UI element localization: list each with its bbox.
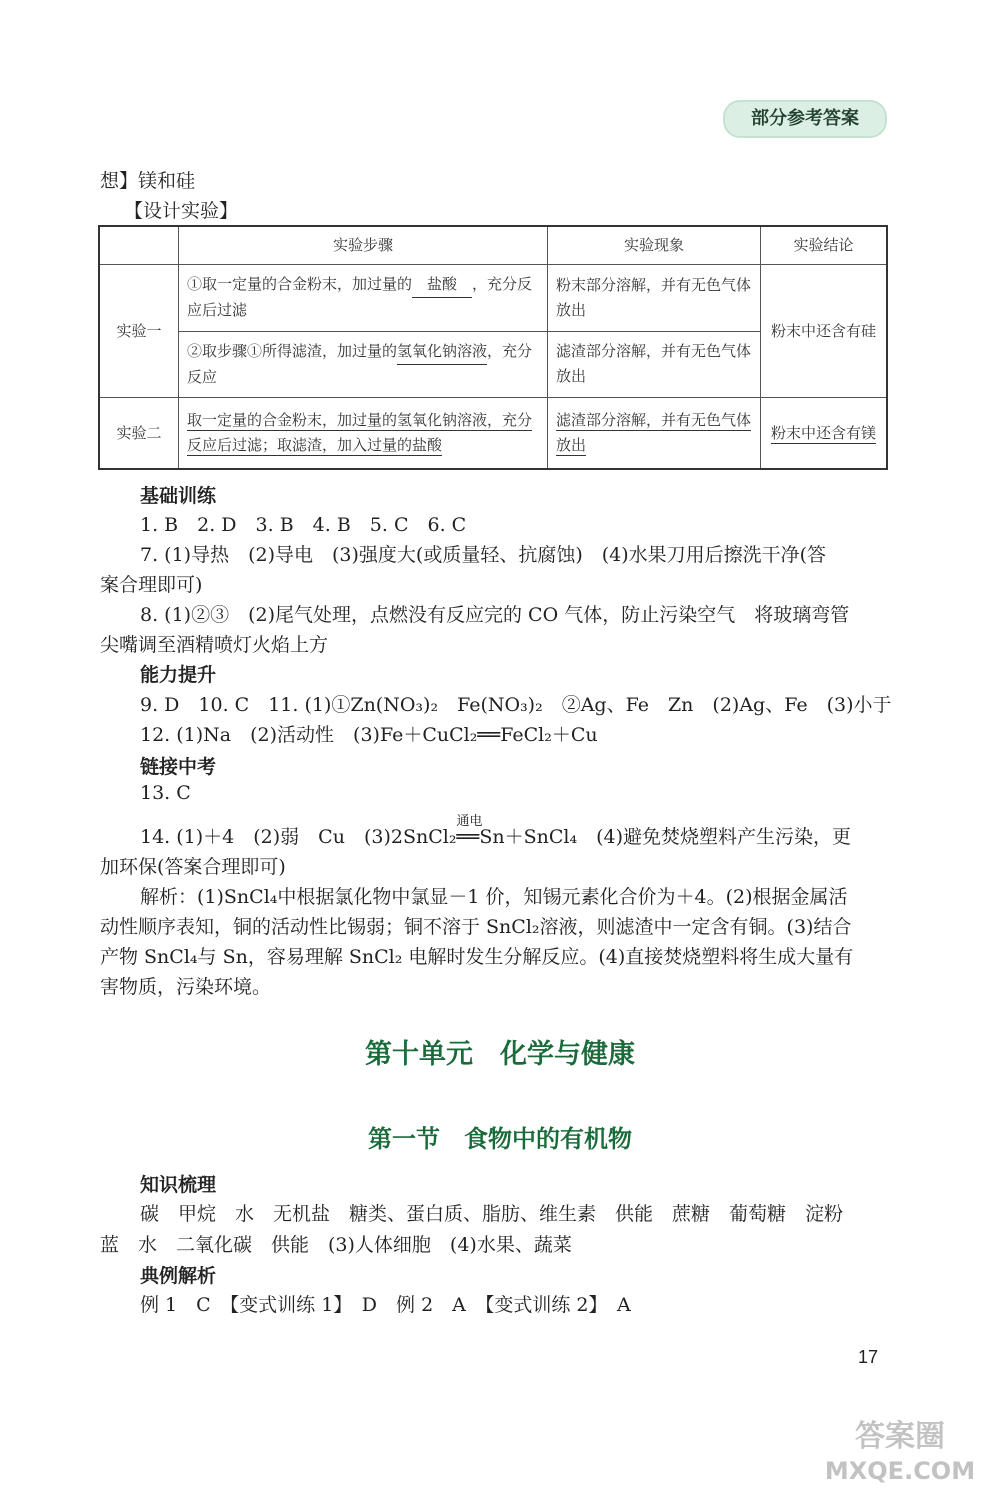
section-heading-knowledge: 知识梳理	[140, 1174, 217, 1196]
section-heading-link: 链接中考	[140, 756, 217, 778]
answer-line: 尖嘴调至酒精喷灯火焰上方	[100, 634, 329, 656]
header-cell: 实验步骤	[179, 226, 548, 265]
exp1-step2: ②取步骤①所得滤渣，加过量的氢氧化钠溶液，充分反应	[179, 331, 548, 398]
unit-title: 第十单元 化学与健康	[365, 1039, 635, 1070]
examples-line: 例 1 C 【变式训练 1】 D 例 2 A 【变式训练 2】 A	[140, 1294, 631, 1316]
exp1-conclusion: 粉末中还含有硅	[761, 265, 888, 398]
exp2-observation: 滤渣部分溶解，并有无色气体放出	[548, 398, 761, 470]
watermark: 答案圈 MXQE.COM	[824, 1419, 976, 1485]
answer-line: 13. C	[140, 782, 191, 804]
equals-sign: ══	[477, 724, 501, 746]
exp1-observation2: 滤渣部分溶解，并有无色气体放出	[548, 331, 761, 398]
exp2-label: 实验二	[99, 398, 179, 470]
header-cell: 实验现象	[548, 226, 761, 265]
exp2-step: 取一定量的合金粉末，加过量的氢氧化钠溶液，充分反应后过滤；取滤渣，加入过量的盐酸	[179, 398, 548, 470]
explanation-line: 产物 SnCl₄与 Sn，容易理解 SnCl₂ 电解时发生分解反应。(4)直接焚烧塑料将生成大量有	[100, 946, 854, 968]
section-heading-basic: 基础训练	[140, 485, 217, 507]
answer-blank: 盐酸	[412, 272, 472, 298]
exp1-label: 实验一	[99, 265, 179, 398]
section-heading-ability: 能力提升	[140, 664, 217, 686]
answer-line: 案合理即可)	[100, 574, 203, 596]
answer-line: 8. (1)②③ (2)尾气处理，点燃没有反应完的 CO 气体，防止污染空气 将玻璃弯管	[140, 604, 850, 626]
section-heading-examples: 典例解析	[140, 1265, 217, 1287]
explanation-line: 害物质，污染环境。	[100, 976, 272, 998]
knowledge-line: 碳 甲烷 水 无机盐 糖类、蛋白质、脂肪、维生素 供能 蔗糖 葡萄糖 淀粉	[140, 1203, 844, 1225]
page-number: 17	[858, 1347, 879, 1367]
answer-blank: 氢氧化钠溶液	[397, 339, 487, 365]
answer-line: 加环保(答案合理即可)	[100, 856, 286, 878]
section-title: 第一节 食物中的有机物	[368, 1125, 632, 1153]
answer-line: 12. (1)Na (2)活动性 (3)Fe＋CuCl₂══FeCl₂＋Cu	[140, 724, 598, 746]
answer-line: 9. D 10. C 11. (1)①Zn(NO₃)₂ Fe(NO₃)₂ ②Ag、Fe Zn (2)Ag、Fe (3)小于	[140, 694, 892, 716]
header-cell	[99, 226, 179, 265]
exp1-observation1: 粉末部分溶解，并有无色气体放出	[548, 265, 761, 332]
explanation-line: 解析：(1)SnCl₄中根据氯化物中氯显－1 价，知锡元素化合价为＋4。(2)根据金属活	[140, 886, 848, 908]
answer-line: 7. (1)导热 (2)导电 (3)强度大(或质量轻、抗腐蚀) (4)水果刀用后擦洗干净(答	[140, 544, 827, 566]
design-heading: 【设计实验】	[124, 200, 239, 222]
exp2-conclusion: 粉末中还含有镁	[761, 398, 888, 470]
answer-line: 1. B 2. D 3. B 4. B 5. C 6. C	[140, 514, 467, 536]
reaction-condition: 通电 ══	[456, 814, 483, 848]
section-badge: 部分参考答案	[723, 100, 887, 138]
knowledge-line: 蓝 水 二氧化碳 供能 (3)人体细胞 (4)水果、蔬菜	[100, 1234, 572, 1256]
header-cell: 实验结论	[761, 226, 888, 265]
answer-line: 14. (1)＋4 (2)弱 Cu (3)2SnCl₂ 通电 ══Sn＋SnCl₄ (4)避免焚烧塑料产生污染，更	[140, 814, 851, 848]
intro-line: 想】镁和硅	[100, 170, 196, 192]
explanation-line: 动性顺序表知，铜的活动性比锡弱；铜不溶于 SnCl₂溶液，则滤渣中一定含有铜。(3)结合	[100, 916, 852, 938]
experiment-table	[98, 225, 888, 470]
exp1-step1: ①取一定量的合金粉末，加过量的 盐酸 ，充分反应后过滤	[179, 265, 548, 332]
